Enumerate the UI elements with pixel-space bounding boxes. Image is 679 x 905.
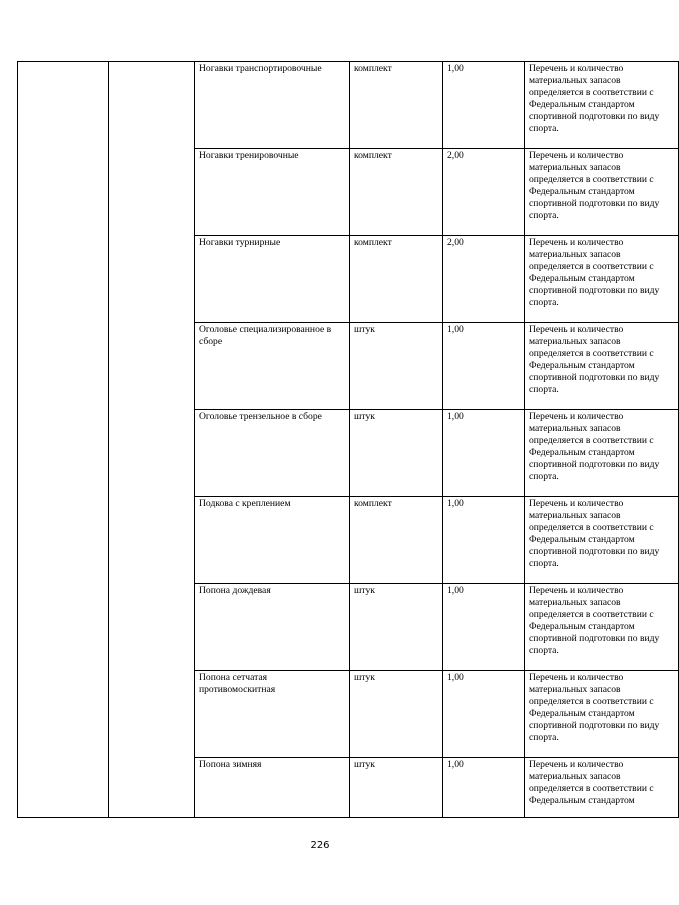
quantity-cell: 1,00 xyxy=(443,410,525,497)
quantity-cell: 1,00 xyxy=(443,62,525,149)
quantity-cell: 1,00 xyxy=(443,323,525,410)
item-name-cell: Ногавки турнирные xyxy=(195,236,350,323)
note-cell: Перечень и количество материальных запасов определяется в соответствии с Федеральным стандартом спортивной подготовки по виду спорта. xyxy=(525,62,679,149)
note-cell: Перечень и количество материальных запасов определяется в соответствии с Федеральным стандартом спортивной подготовки по виду спорта. xyxy=(525,497,679,584)
quantity-cell: 1,00 xyxy=(443,584,525,671)
quantity-cell: 2,00 xyxy=(443,149,525,236)
item-name-cell: Попона сетчатая противомоскитная xyxy=(195,671,350,758)
item-name-cell: Ногавки тренировочные xyxy=(195,149,350,236)
unit-cell: штук xyxy=(350,323,443,410)
item-name-cell: Подкова с креплением xyxy=(195,497,350,584)
unit-cell: штук xyxy=(350,410,443,497)
quantity-cell: 2,00 xyxy=(443,236,525,323)
page-number: 226 xyxy=(310,840,330,851)
quantity-cell: 1,00 xyxy=(443,758,525,818)
item-name-cell: Оголовье трензельное в сборе xyxy=(195,410,350,497)
table-row xyxy=(18,62,679,149)
note-cell: Перечень и количество материальных запасов определяется в соответствии с Федеральным стандартом спортивной подготовки по виду спорта. xyxy=(525,323,679,410)
item-name-cell: Попона дождевая xyxy=(195,584,350,671)
note-cell: Перечень и количество материальных запасов определяется в соответствии с Федеральным стандартом xyxy=(525,758,679,818)
quantity-cell: 1,00 xyxy=(443,497,525,584)
item-name-cell: Оголовье специализированное в сборе xyxy=(195,323,350,410)
item-name-cell: Попона зимняя xyxy=(195,758,350,818)
note-cell: Перечень и количество материальных запасов определяется в соответствии с Федеральным стандартом спортивной подготовки по виду спорта. xyxy=(525,410,679,497)
unit-cell: штук xyxy=(350,671,443,758)
unit-cell: комплект xyxy=(350,62,443,149)
note-cell: Перечень и количество материальных запасов определяется в соответствии с Федеральным стандартом спортивной подготовки по виду спорта. xyxy=(525,236,679,323)
unit-cell: комплект xyxy=(350,497,443,584)
item-name-cell: Ногавки транспортировочные xyxy=(195,62,350,149)
unit-cell: штук xyxy=(350,584,443,671)
note-cell: Перечень и количество материальных запасов определяется в соответствии с Федеральным стандартом спортивной подготовки по виду спорта. xyxy=(525,149,679,236)
materials-table xyxy=(17,61,679,818)
merged-cell-col-2 xyxy=(109,62,195,818)
unit-cell: комплект xyxy=(350,149,443,236)
merged-cell-col-1 xyxy=(18,62,109,818)
note-cell: Перечень и количество материальных запасов определяется в соответствии с Федеральным стандартом спортивной подготовки по виду спорта. xyxy=(525,671,679,758)
unit-cell: штук xyxy=(350,758,443,818)
unit-cell: комплект xyxy=(350,236,443,323)
quantity-cell: 1,00 xyxy=(443,671,525,758)
materials-table-body xyxy=(18,62,679,818)
note-cell: Перечень и количество материальных запасов определяется в соответствии с Федеральным стандартом спортивной подготовки по виду спорта. xyxy=(525,584,679,671)
